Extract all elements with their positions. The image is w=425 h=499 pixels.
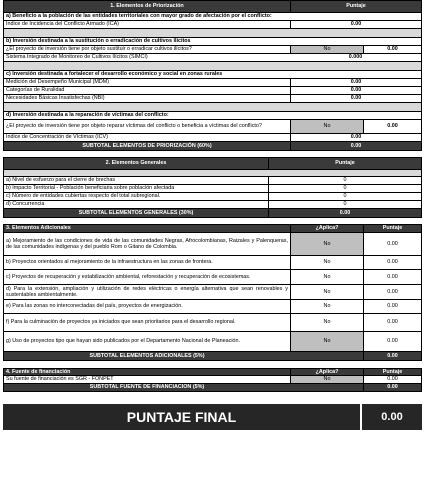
section3-subtotal-spacer bbox=[290, 352, 363, 360]
section4-subtotal-spacer bbox=[290, 384, 363, 391]
proyectos-tipo-value: 0.00 bbox=[363, 332, 421, 351]
ica-value: 0.00 bbox=[290, 21, 421, 28]
section1-b-title-row bbox=[3, 38, 422, 46]
section1-title: 1. Elementos de Priorización bbox=[4, 1, 290, 12]
proyectos-tipo-applies[interactable]: No bbox=[290, 332, 363, 351]
section2-row-a bbox=[3, 177, 422, 185]
section3-subtotal-value: 0.00 bbox=[363, 352, 421, 360]
section1-d-title-row bbox=[3, 112, 422, 120]
nbi-value: 0.00 bbox=[290, 95, 421, 102]
section2-header bbox=[3, 157, 422, 170]
section1-a-row bbox=[3, 21, 422, 29]
section4-applies-header: ¿Aplica? bbox=[290, 369, 363, 375]
section3-row-d bbox=[3, 285, 422, 300]
section1-b-row-2 bbox=[3, 54, 422, 62]
culminacion-applies[interactable]: No bbox=[290, 314, 363, 331]
culminacion-label: f) Para la culminación de proyectos ya iniciados que sean prioritarios para el desarrollo regional. bbox=[6, 319, 236, 326]
section3-score-header: Puntaje bbox=[363, 225, 421, 232]
concurrencia-label: d) Concurrencia bbox=[6, 201, 45, 208]
impacto-value: 0 bbox=[268, 185, 421, 192]
section1-d-row-1 bbox=[3, 120, 422, 134]
redes-applies[interactable]: No bbox=[290, 285, 363, 299]
section1-c-row-1 bbox=[3, 79, 422, 87]
frontera-value: 0.00 bbox=[363, 256, 421, 269]
simci-value: 0.000 bbox=[348, 54, 363, 61]
spacer-row bbox=[3, 62, 422, 71]
section4-row bbox=[3, 376, 422, 384]
section3-row-g bbox=[3, 332, 422, 352]
ambiental-value: 0.00 bbox=[363, 270, 421, 284]
energizacion-label: e) Para las zonas no interconectadas del país, proyectos de energización. bbox=[6, 303, 183, 310]
section3-row-f bbox=[3, 314, 422, 332]
mdm-value: 0.00 bbox=[290, 79, 421, 86]
section2-subtotal-value: 0.00 bbox=[268, 209, 421, 217]
cultivos-question: ¿El proyecto de inversión tiene por objeto sustituir o erradicar cultivos ilícitos? bbox=[6, 46, 192, 53]
culminacion-value: 0.00 bbox=[363, 314, 421, 331]
spacer-row bbox=[3, 29, 422, 38]
victimas-value: 0.00 bbox=[363, 120, 421, 133]
icv-value: 0.00 bbox=[290, 134, 421, 141]
nbi-label: Necesidades Básicas Insatisfechas (NBI) bbox=[6, 95, 105, 102]
final-score-label: PUNTAJE FINAL bbox=[3, 404, 362, 430]
section1-header bbox=[3, 0, 422, 13]
section3-applies-header: ¿Aplica? bbox=[290, 225, 363, 232]
section3-row-e bbox=[3, 300, 422, 314]
comunidades-value: 0.00 bbox=[363, 233, 421, 255]
entidades-value: 0 bbox=[268, 193, 421, 200]
section2-row-b bbox=[3, 185, 422, 193]
proyectos-tipo-label: g) Uso de proyectos tipo que hayan sido publicados por el Departamento Nacional de Planeación. bbox=[6, 338, 241, 345]
section4-header bbox=[3, 368, 422, 376]
mdm-label: Medición del Desempeño Municipal (MDM) bbox=[6, 79, 110, 86]
ambiental-applies[interactable]: No bbox=[290, 270, 363, 284]
section2-row-c bbox=[3, 193, 422, 201]
redes-value: 0.00 bbox=[363, 285, 421, 299]
section3-row-c bbox=[3, 270, 422, 285]
section3-subtotal bbox=[3, 352, 422, 361]
concurrencia-value: 0 bbox=[268, 201, 421, 208]
ica-label: Índice de Incidencia del Conflicto Armado (ICA) bbox=[6, 21, 119, 28]
redes-label: d) Para la extensión, ampliación y utilización de redes eléctricas o energía alternativa que sean renovables y sustentables ambientalmente. bbox=[6, 285, 288, 298]
simci-label: Sistema Integrado de Monitoreo de Cultivos Ilícitos (SIMCI) bbox=[6, 54, 148, 61]
section2-row-d bbox=[3, 201, 422, 209]
section1-c-title-row bbox=[3, 71, 422, 79]
section4-title: 4. Fuente de financiación bbox=[4, 369, 290, 375]
section2-score-header: Puntaje bbox=[268, 158, 421, 169]
comunidades-label: a) Mejoramiento de las condiciones de vida de las comunidades Negras, Afrocolombianas, Raizales y Palenqueras, de las comunidades indígenas y del pueblo Rom o Gitano de Colombia. bbox=[6, 237, 288, 250]
fonpet-value: 0.00 bbox=[363, 376, 421, 383]
section1-d-title: d) Inversión destinada a la reparación de víctimas del conflicto: bbox=[6, 112, 169, 119]
comunidades-applies[interactable]: No bbox=[290, 233, 363, 255]
section3-subtotal-label: SUBTOTAL ELEMENTOS ADICIONALES (5%) bbox=[4, 352, 290, 360]
section1-subtotal bbox=[3, 142, 422, 151]
energizacion-value: 0.00 bbox=[363, 300, 421, 313]
section2-subtotal-label: SUBTOTAL ELEMENTOS GENERALES (30%) bbox=[4, 209, 268, 217]
final-score-bar bbox=[3, 404, 422, 430]
ruralidad-label: Categorías de Ruralidad bbox=[6, 87, 65, 94]
scoring-form bbox=[3, 0, 422, 430]
section3-row-b bbox=[3, 256, 422, 270]
section1-a-title-row bbox=[3, 13, 422, 21]
brechas-label: a) Nivel de esfuerzo para el cierre de brechas bbox=[6, 177, 116, 184]
victimas-question: ¿El proyecto de inversión tiene por objeto reparar víctimas del conflicto o beneficia a víctimas del conflicto? bbox=[6, 123, 262, 130]
section1-subtotal-value: 0.00 bbox=[290, 142, 421, 150]
spacer-row bbox=[3, 170, 422, 177]
frontera-label: b) Proyectos orientados al mejoramiento de la infraestructura en las zonas de frontera. bbox=[6, 259, 213, 266]
section3-header bbox=[3, 224, 422, 233]
section1-score-header: Puntaje bbox=[290, 1, 421, 12]
section1-b-row-1 bbox=[3, 46, 422, 54]
entidades-label: c) Número de entidades cubiertas respecto del total subregional. bbox=[6, 193, 161, 200]
section1-c-row-3 bbox=[3, 95, 422, 103]
cultivos-value: 0.00 bbox=[363, 46, 421, 53]
fonpet-label: Su fuente de financiación es SGR - FONPET bbox=[6, 376, 114, 383]
section1-d-row-2 bbox=[3, 134, 422, 142]
cultivos-applies[interactable]: No bbox=[290, 46, 363, 53]
section2-title: 2. Elementos Generales bbox=[4, 158, 268, 169]
brechas-value: 0 bbox=[268, 177, 421, 184]
section2-subtotal bbox=[3, 209, 422, 218]
section4-subtotal bbox=[3, 384, 422, 392]
impacto-label: b) Impacto Territorial - Población beneficiaria sobre población afectada bbox=[6, 185, 175, 192]
ambiental-label: c) Proyectos de recuperación y estabilización ambiental, reforestación y recuperación de ecosistemas. bbox=[6, 273, 251, 280]
section1-b-title: b) Inversión destinada a la sustitución o erradicación de cultivos ilícitos bbox=[6, 38, 191, 45]
section3-title: 3. Elementos Adicionales bbox=[4, 225, 290, 232]
section4-subtotal-label: SUBTOTAL FUENTE DE FINANCIACIÓN (5%) bbox=[4, 384, 290, 391]
section1-subtotal-label: SUBTOTAL ELEMENTOS DE PRIORIZACIÓN (60%) bbox=[4, 142, 290, 150]
section1-c-row-2 bbox=[3, 87, 422, 95]
frontera-applies[interactable]: No bbox=[290, 256, 363, 269]
spacer-row bbox=[3, 103, 422, 112]
final-score-value: 0.00 bbox=[381, 411, 403, 423]
energizacion-applies[interactable]: No bbox=[290, 300, 363, 313]
section1-a-title: a) Beneficio a la población de las entidades territoriales con mayor grado de afectación por el conflicto: bbox=[6, 13, 272, 20]
icv-label: Índice de Concentración de Víctimas (ICV) bbox=[6, 134, 108, 141]
section3-row-a bbox=[3, 233, 422, 256]
fonpet-applies[interactable]: No bbox=[290, 376, 363, 383]
section4-subtotal-value: 0.00 bbox=[363, 384, 421, 391]
victimas-applies[interactable]: No bbox=[290, 120, 363, 133]
section4-score-header: Puntaje bbox=[363, 369, 421, 375]
ruralidad-value: 0.00 bbox=[290, 87, 421, 94]
section1-c-title: c) Inversión destinada a fortalecer el desarrollo económico y social en zonas rurales bbox=[6, 71, 223, 78]
